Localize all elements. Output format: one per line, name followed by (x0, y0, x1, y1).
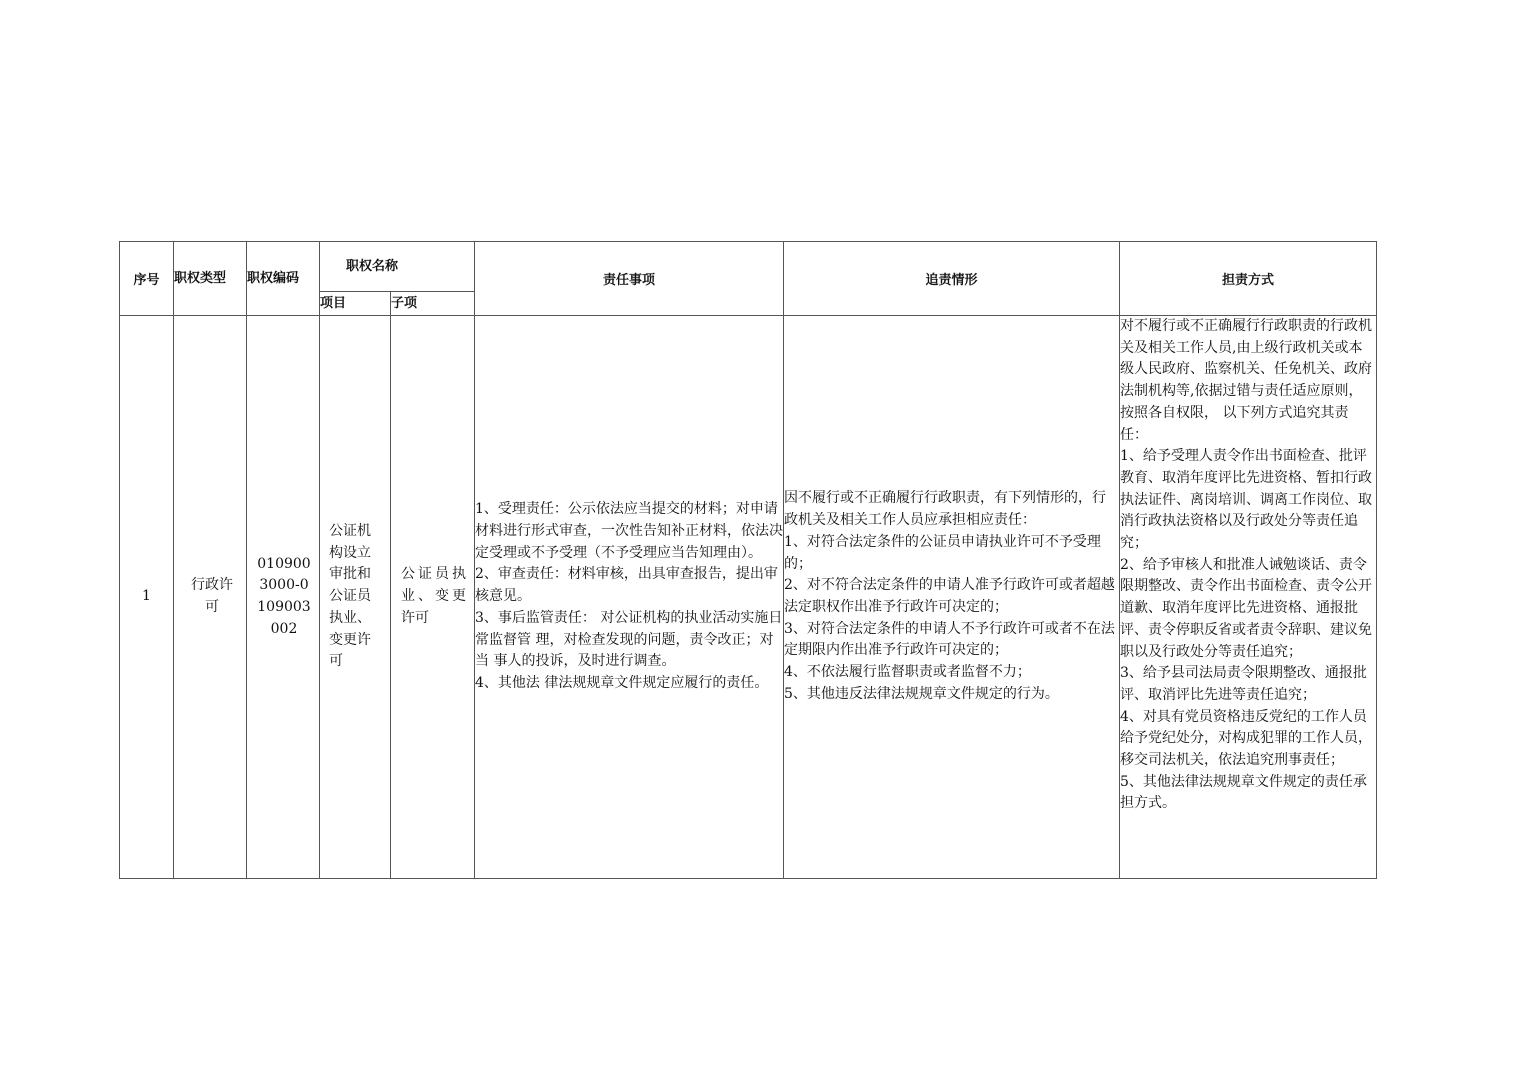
accountability-line: 1、对符合法定条件的公证员申请执业许可不予受理的； (784, 533, 1101, 572)
table-row (120, 316, 1377, 879)
accountability-line: 4、不依法履行监督职责或者监督不力； (784, 664, 1031, 681)
bearing-line: 4、对具有党员资格违反党纪的工作人员给予党纪处分，对构成犯罪的工作人员，移交司法机关，依法追究刑事责任； (1120, 708, 1373, 769)
cell-code: 0109003000-0109003002 (247, 316, 320, 879)
duty-list-table (119, 241, 1377, 879)
bearing-line: 5、其他法律法规规章文件规定的责任承担方式。 (1120, 773, 1367, 812)
cell-item: 公证机构设立审批和公证员执业、变更许可 (320, 316, 391, 879)
cell-type: 行政许可 (174, 316, 247, 879)
header-subitem: 子项 (391, 292, 475, 316)
cell-seq: 1 (120, 316, 174, 879)
header-bearing: 担责方式 (1120, 242, 1377, 316)
duty-line: 4、其他法 律法规规章文件规定应履行的责任。 (475, 674, 769, 691)
accountability-line: 5、其他违反法律法规规章文件规定的行为。 (784, 685, 1059, 702)
accountability-line: 3、对符合法定条件的申请人不予行政许可或者不在法定期限内作出准予行政许可决定的； (784, 620, 1115, 659)
cell-duty (475, 316, 784, 879)
duty-line: 3、事后监管责任： 对公证机构的执业活动实施日常监督管 理，对检查发现的问题，责令改正；对当 事人的投诉，及时进行调查。 (475, 609, 783, 670)
header-name: 职权名称 (320, 242, 475, 292)
header-accountability: 追责情形 (784, 242, 1120, 316)
duty-line: 1、受理责任：公示依法应当提交的材料；对申请材料进行形式审查，一次性告知补正材料，依法决定受理或不予受理（不予受理应当告知理由）。 (475, 501, 784, 561)
bearing-line: 对不履行或不正确履行行政职责的行政机关及相关工作人员,由上级行政机关或本级人民政府、监察机关、任免机关、政府法制机构等,依据过错与责任适应原则，按照各自权限， 以下列方式追究其责任： (1120, 318, 1373, 443)
header-type: 职权类型 (174, 242, 247, 316)
cell-subitem: 公证员执业、变更许可 (391, 316, 475, 879)
bearing-line: 1、给予受理人责令作出书面检查、批评教育、取消年度评比先进资格、暂扣行政执法证件、离岗培训、调离工作岗位、取消行政执法资格以及行政处分等责任追究； (1120, 448, 1373, 552)
header-code: 职权编码 (247, 242, 320, 316)
duty-line: 2、审查责任：材料审核，出具审查报告，提出审核意见。 (475, 566, 778, 605)
header-item: 项目 (320, 292, 391, 316)
cell-accountability (784, 316, 1120, 879)
accountability-line: 因不履行或不正确履行行政职责，有下列情形的，行政机关及相关工作人员应承担相应责任： (784, 490, 1107, 529)
bearing-line: 2、给予审核人和批准人诫勉谈话、责令限期整改、责令作出书面检查、责令公开道歉、取消年度评比先进资格、通报批评、责令停职反省或者责令辞职、建议免职以及行政处分等责任追究； (1120, 556, 1373, 660)
header-duty: 责任事项 (475, 242, 784, 316)
cell-bearing (1120, 316, 1377, 879)
header-seq: 序号 (120, 242, 174, 316)
accountability-line: 2、对不符合法定条件的申请人准予行政许可或者超越法定职权作出准予行政许可决定的； (784, 577, 1115, 615)
bearing-line: 3、给予县司法局责令限期整改、通报批评、取消评比先进等责任追究； (1120, 665, 1367, 703)
